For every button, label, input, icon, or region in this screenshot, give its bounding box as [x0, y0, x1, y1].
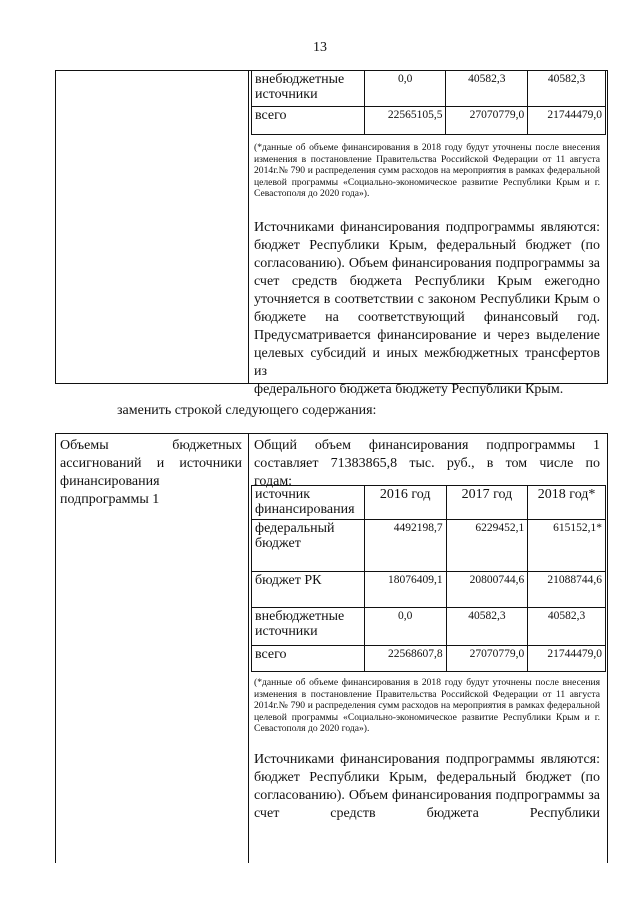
value-2016: 22568607,8	[364, 646, 446, 672]
table-row	[252, 520, 606, 572]
replace-instruction: заменить строкой следующего содержания:	[117, 403, 377, 418]
value-2017: 40582,3	[446, 608, 528, 646]
value-2017: 27070779,0	[446, 107, 528, 135]
header-2017: 2017 год	[446, 486, 528, 520]
row-label: всего	[252, 107, 365, 135]
value-2016: 22565105,5	[364, 107, 446, 135]
value-2017: 20800744,6	[446, 572, 528, 608]
bottom-sources-paragraph	[254, 751, 600, 823]
table-row	[252, 572, 606, 608]
value-2016: 0,0	[364, 608, 446, 646]
page-number: 13	[313, 40, 327, 55]
top-column-divider	[248, 71, 249, 383]
table-row	[252, 646, 606, 672]
value-2018: 40582,3	[528, 608, 606, 646]
row-label: федеральный бюджет	[252, 520, 365, 572]
row-label: внебюджетные источники	[252, 608, 365, 646]
value-2018: 21088744,6	[528, 572, 606, 608]
value-2018: 40582,3	[528, 71, 606, 107]
bottom-footnote: (*данные об объеме финансирования в 2018 году будут уточнены после внесения изменения в постановление Правительства Российской Федерации от 11 августа 2014г.№ 790 и распределения сумм расходов на мероприятия в рамках федеральной целевой программы «Социально-экономическое развитие Республики Крым и г. Севастополя до 2020 года»).	[254, 677, 600, 734]
allocation-label: Объемы бюджетных ассигнований и источники финансирования подпрограммы 1	[60, 438, 242, 507]
value-2018: 615152,1*	[528, 520, 606, 572]
top-finance-table	[251, 70, 606, 135]
value-2016: 0,0	[364, 71, 446, 107]
header-source: источник финансирования	[252, 486, 365, 520]
top-sources-paragraph	[254, 219, 600, 399]
row-label: бюджет РК	[252, 572, 365, 608]
paragraph-last-line: федерального бюджета бюджету Республики Крым.	[254, 382, 564, 397]
intro-last-line: годам:	[254, 474, 293, 489]
value-2017: 6229452,1	[446, 520, 528, 572]
intro-text: Общий объем финансирования подпрограммы 1 составляет 71383865,8 тыс. руб., в том числе по	[254, 438, 600, 471]
header-2016: 2016 год	[364, 486, 446, 520]
row-label: всего	[252, 646, 365, 672]
bottom-column-divider	[248, 434, 249, 863]
value-2017: 40582,3	[446, 71, 528, 107]
top-footnote: (*данные об объеме финансирования в 2018 году будут уточнены после внесения изменения в постановление Правительства Российской Федерации от 11 августа 2014г.№ 790 и распределения сумм расходов на мероприятия в рамках федеральной целевой программы «Социально-экономическое развитие Республики Крым и г. Севастополя до 2020 года»).	[254, 142, 600, 199]
row-label: внебюджетные источники	[252, 71, 365, 107]
value-2018: 21744479,0	[528, 107, 606, 135]
paragraph-text: Источниками финансирования подпрограммы являются: бюджет Республики Крым, федеральный бюджет (по согласованию). Объем финансирования подпрограммы за счет средств бюджета Республики Крым ежегодно уточняется в соответствии с законом Республики Крым о бюджете на соответствующий финансовый год. Предусматривается финансирование и через выделение целевых субсидий и иных межбюджетных трансфертов из	[254, 220, 600, 379]
value-2018: 21744479,0	[528, 646, 606, 672]
bottom-finance-table	[251, 485, 606, 672]
paragraph-text: Источниками финансирования подпрограммы являются: бюджет Республики Крым, федеральный бюджет (по согласованию). Объем финансирования подпрограммы за счет средств бюджета Республики	[254, 752, 600, 821]
table-row	[252, 71, 606, 107]
value-2016: 4492198,7	[364, 520, 446, 572]
table-header-row	[252, 486, 606, 520]
table-row	[252, 608, 606, 646]
total-financing-intro	[254, 437, 600, 491]
value-2016: 18076409,1	[364, 572, 446, 608]
header-2018: 2018 год*	[528, 486, 606, 520]
table-row	[252, 107, 606, 135]
value-2017: 27070779,0	[446, 646, 528, 672]
